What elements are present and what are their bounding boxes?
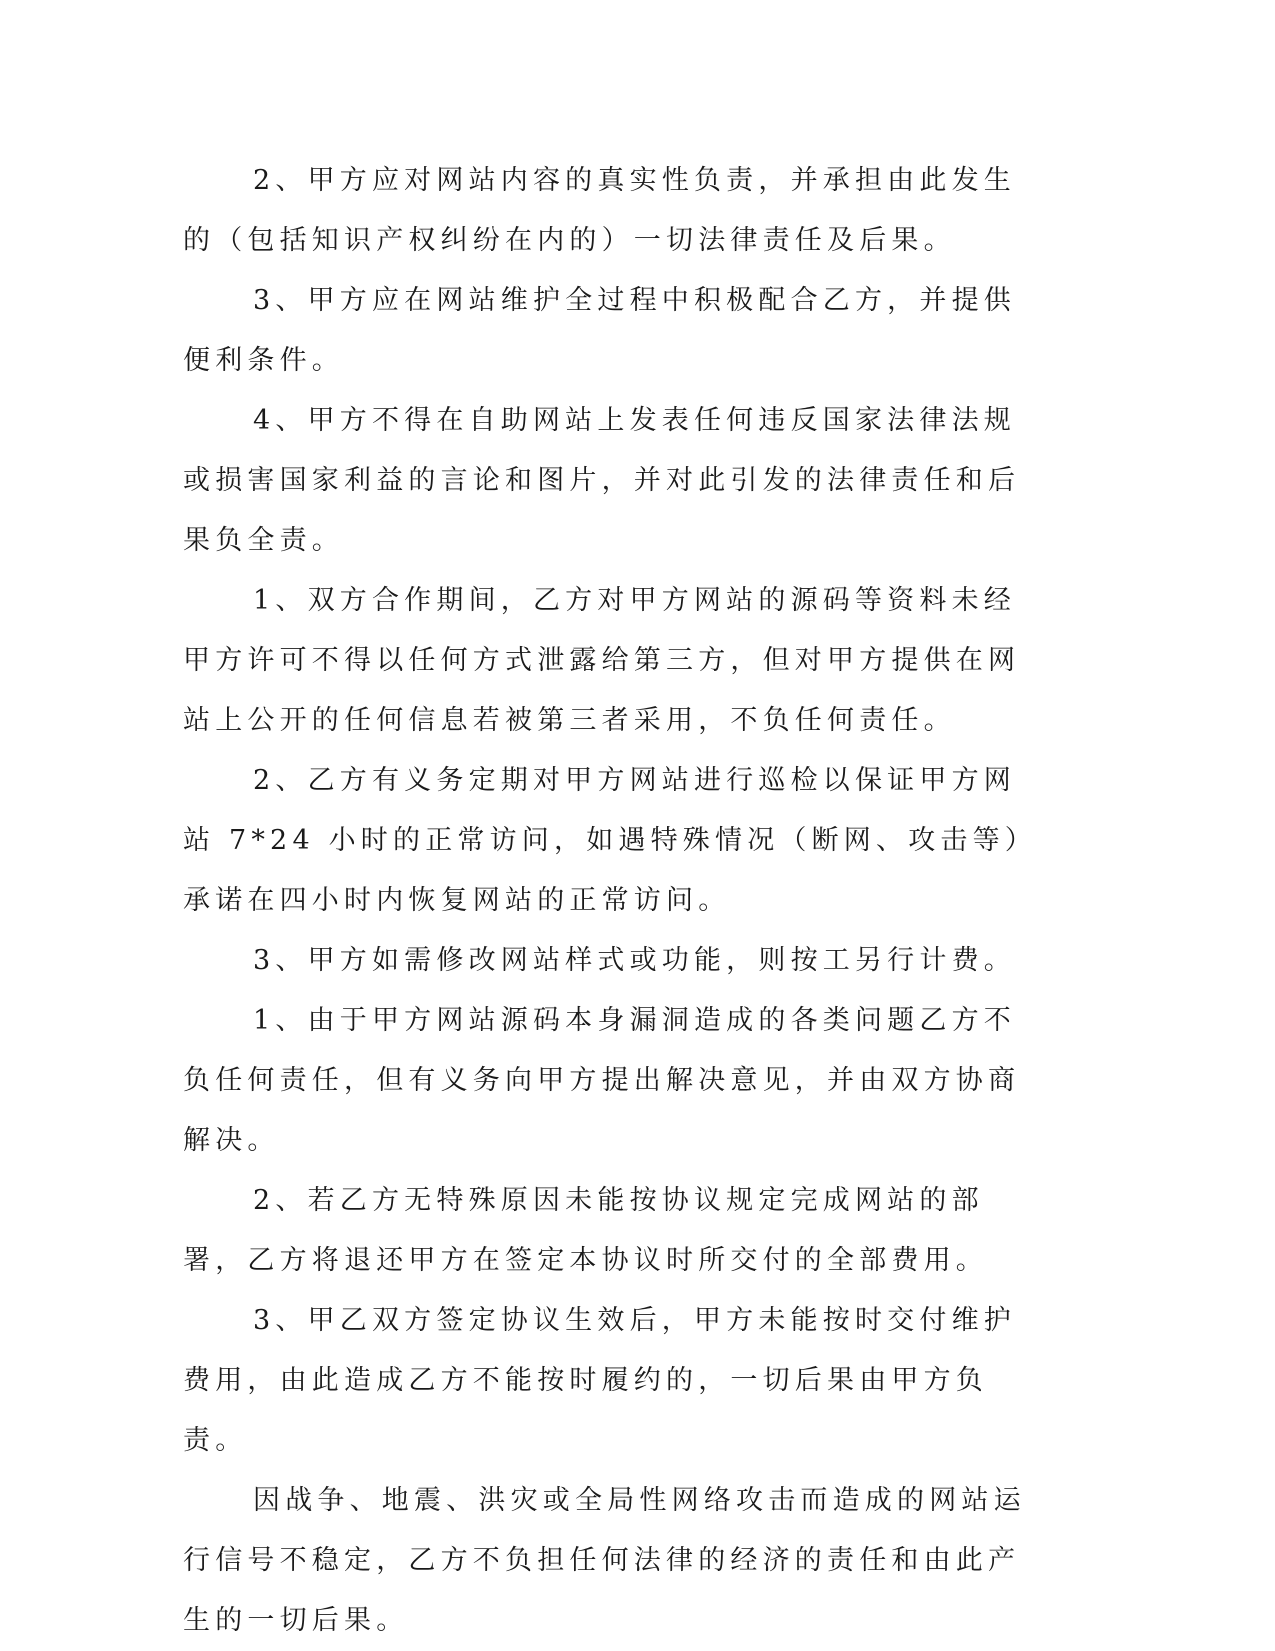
paragraph-client-cooperation: 3、甲方应在网站维护全过程中积极配合乙方，并提供便利条件。 bbox=[183, 285, 1016, 376]
paragraph-late-payment: 3、甲乙双方签定协议生效后，甲方未能按时交付维护费用，由此造成乙方不能按时履约的，一切后果由甲方负责。 bbox=[183, 1305, 1016, 1456]
paragraph-modification-fee: 3、甲方如需修改网站样式或功能，则按工另行计费。 bbox=[253, 945, 1016, 976]
paragraph-force-majeure: 因战争、地震、洪灾或全局性网络攻击而造成的网站运行信号不稳定，乙方不负担任何法律的经济的责任和由此产生的一切后果。 bbox=[183, 1485, 1026, 1636]
paragraph-inspection-availability: 2、乙方有义务定期对甲方网站进行巡检以保证甲方网站 7*24 小时的正常访问，如遇特殊情况（断网、攻击等）承诺在四小时内恢复网站的正常访问。 bbox=[183, 765, 1024, 916]
paragraph-refund: 2、若乙方无特殊原因未能按协议规定完成网站的部署，乙方将退还甲方在签定本协议时所交付的全部费用。 bbox=[183, 1185, 988, 1276]
paragraph-confidentiality: 1、双方合作期间，乙方对甲方网站的源码等资料未经甲方许可不得以任何方式泄露给第三方，但对甲方提供在网站上公开的任何信息若被第三者采用，不负任何责任。 bbox=[183, 585, 1021, 736]
paragraph-source-code-vulnerability: 1、由于甲方网站源码本身漏洞造成的各类问题乙方不负任何责任，但有义务向甲方提出解决意见，并由双方协商解决。 bbox=[183, 1005, 1021, 1156]
paragraph-client-content-responsibility: 2、甲方应对网站内容的真实性负责，并承担由此发生的（包括知识产权纠纷在内的）一切法律责任及后果。 bbox=[183, 165, 1016, 256]
document-body bbox=[183, 151, 1035, 1651]
paragraph-client-prohibited-content: 4、甲方不得在自助网站上发表任何违反国家法律法规或损害国家利益的言论和图片，并对此引发的法律责任和后果负全责。 bbox=[183, 405, 1021, 556]
